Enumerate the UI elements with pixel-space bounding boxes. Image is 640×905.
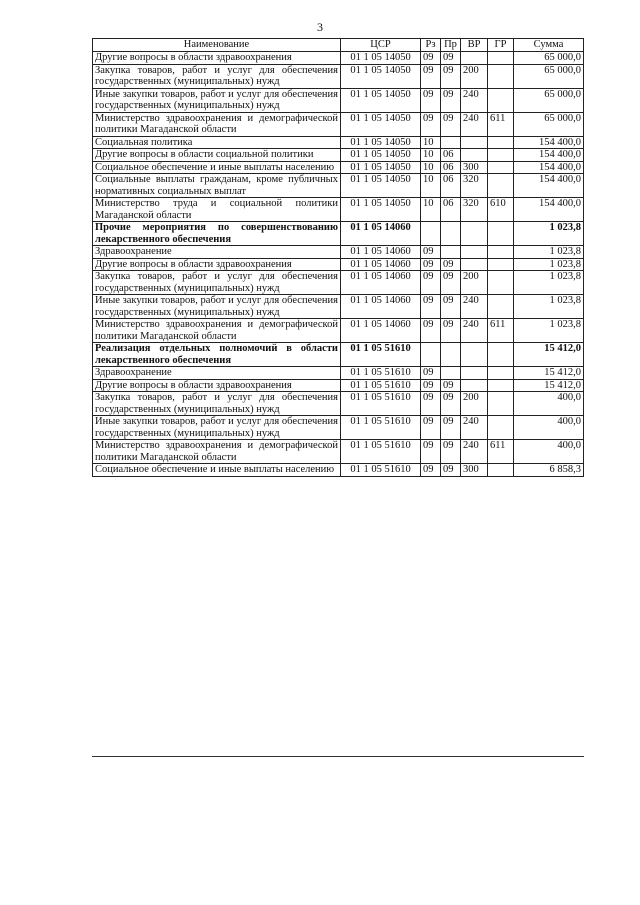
table-row bbox=[93, 379, 584, 392]
cell-name: Здравоохранение bbox=[93, 367, 341, 380]
table-row bbox=[93, 440, 584, 464]
cell-csr: 01 1 05 14050 bbox=[341, 112, 421, 136]
cell-rz: 10 bbox=[421, 136, 441, 149]
cell-csr: 01 1 05 14060 bbox=[341, 295, 421, 319]
cell-name: Министерство здравоохранения и демографической политики Магаданской области bbox=[93, 319, 341, 343]
cell-name: Другие вопросы в области здравоохранения bbox=[93, 379, 341, 392]
cell-sum: 15 412,0 bbox=[514, 367, 584, 380]
cell-rz: 10 bbox=[421, 198, 441, 222]
cell-sum: 154 400,0 bbox=[514, 136, 584, 149]
cell-rz: 09 bbox=[421, 440, 441, 464]
cell-pr: 09 bbox=[441, 392, 461, 416]
cell-vr bbox=[461, 246, 488, 259]
table-row bbox=[93, 343, 584, 367]
cell-gr: 611 bbox=[488, 319, 514, 343]
cell-csr: 01 1 05 51610 bbox=[341, 440, 421, 464]
cell-sum: 15 412,0 bbox=[514, 379, 584, 392]
cell-vr bbox=[461, 367, 488, 380]
cell-pr: 09 bbox=[441, 319, 461, 343]
cell-pr: 06 bbox=[441, 198, 461, 222]
cell-vr: 200 bbox=[461, 64, 488, 88]
cell-name: Министерство труда и социальной политики Магаданской области bbox=[93, 198, 341, 222]
cell-vr: 300 bbox=[461, 161, 488, 174]
cell-rz bbox=[421, 222, 441, 246]
cell-name: Министерство здравоохранения и демографической политики Магаданской области bbox=[93, 112, 341, 136]
cell-gr bbox=[488, 416, 514, 440]
cell-sum: 65 000,0 bbox=[514, 112, 584, 136]
cell-name: Закупка товаров, работ и услуг для обеспечения государственных (муниципальных) нужд bbox=[93, 392, 341, 416]
cell-csr: 01 1 05 14060 bbox=[341, 246, 421, 259]
cell-name: Закупка товаров, работ и услуг для обеспечения государственных (муниципальных) нужд bbox=[93, 64, 341, 88]
cell-gr bbox=[488, 367, 514, 380]
cell-csr: 01 1 05 14060 bbox=[341, 319, 421, 343]
table-row bbox=[93, 258, 584, 271]
table-row bbox=[93, 112, 584, 136]
cell-name: Другие вопросы в области здравоохранения bbox=[93, 258, 341, 271]
cell-gr bbox=[488, 149, 514, 162]
cell-csr: 01 1 05 51610 bbox=[341, 416, 421, 440]
cell-csr: 01 1 05 51610 bbox=[341, 464, 421, 477]
cell-rz: 09 bbox=[421, 295, 441, 319]
cell-csr: 01 1 05 14050 bbox=[341, 198, 421, 222]
cell-sum: 154 400,0 bbox=[514, 174, 584, 198]
cell-sum: 65 000,0 bbox=[514, 64, 584, 88]
cell-pr: 09 bbox=[441, 52, 461, 65]
cell-sum: 6 858,3 bbox=[514, 464, 584, 477]
header-rz: Рз bbox=[421, 39, 441, 52]
cell-gr bbox=[488, 464, 514, 477]
cell-gr bbox=[488, 161, 514, 174]
header-pr: Пр bbox=[441, 39, 461, 52]
cell-pr bbox=[441, 343, 461, 367]
table-row bbox=[93, 88, 584, 112]
cell-vr bbox=[461, 52, 488, 65]
cell-csr: 01 1 05 14060 bbox=[341, 222, 421, 246]
cell-rz bbox=[421, 343, 441, 367]
cell-rz: 10 bbox=[421, 161, 441, 174]
cell-pr: 06 bbox=[441, 149, 461, 162]
cell-rz: 09 bbox=[421, 319, 441, 343]
cell-sum: 154 400,0 bbox=[514, 161, 584, 174]
cell-rz: 09 bbox=[421, 464, 441, 477]
cell-name: Иные закупки товаров, работ и услуг для обеспечения государственных (муниципальных) нужд bbox=[93, 416, 341, 440]
cell-pr: 09 bbox=[441, 416, 461, 440]
cell-vr: 240 bbox=[461, 295, 488, 319]
cell-vr: 240 bbox=[461, 319, 488, 343]
cell-rz: 09 bbox=[421, 258, 441, 271]
cell-vr: 320 bbox=[461, 198, 488, 222]
cell-pr bbox=[441, 222, 461, 246]
cell-name: Другие вопросы в области социальной политики bbox=[93, 149, 341, 162]
table-row bbox=[93, 64, 584, 88]
cell-csr: 01 1 05 51610 bbox=[341, 367, 421, 380]
cell-sum: 154 400,0 bbox=[514, 198, 584, 222]
cell-pr: 09 bbox=[441, 88, 461, 112]
cell-name: Другие вопросы в области здравоохранения bbox=[93, 52, 341, 65]
cell-gr bbox=[488, 258, 514, 271]
cell-pr: 09 bbox=[441, 258, 461, 271]
cell-gr: 610 bbox=[488, 198, 514, 222]
cell-gr bbox=[488, 136, 514, 149]
header-vr: ВР bbox=[461, 39, 488, 52]
cell-vr bbox=[461, 136, 488, 149]
cell-vr bbox=[461, 343, 488, 367]
table-row bbox=[93, 271, 584, 295]
table-row bbox=[93, 52, 584, 65]
table-row bbox=[93, 136, 584, 149]
table-row bbox=[93, 174, 584, 198]
cell-name: Здравоохранение bbox=[93, 246, 341, 259]
cell-gr bbox=[488, 88, 514, 112]
cell-csr: 01 1 05 14060 bbox=[341, 258, 421, 271]
cell-gr bbox=[488, 222, 514, 246]
cell-rz: 09 bbox=[421, 379, 441, 392]
cell-vr bbox=[461, 379, 488, 392]
cell-rz: 09 bbox=[421, 112, 441, 136]
cell-name: Реализация отдельных полномочий в области лекарственного обеспечения bbox=[93, 343, 341, 367]
cell-csr: 01 1 05 51610 bbox=[341, 379, 421, 392]
cell-gr bbox=[488, 246, 514, 259]
cell-name: Иные закупки товаров, работ и услуг для обеспечения государственных (муниципальных) нужд bbox=[93, 295, 341, 319]
cell-pr: 09 bbox=[441, 271, 461, 295]
cell-vr: 240 bbox=[461, 440, 488, 464]
cell-csr: 01 1 05 14050 bbox=[341, 136, 421, 149]
cell-pr bbox=[441, 367, 461, 380]
cell-sum: 1 023,8 bbox=[514, 271, 584, 295]
cell-csr: 01 1 05 14060 bbox=[341, 271, 421, 295]
cell-pr: 09 bbox=[441, 464, 461, 477]
cell-pr: 09 bbox=[441, 112, 461, 136]
cell-pr: 09 bbox=[441, 295, 461, 319]
page-number: 3 bbox=[317, 20, 323, 34]
cell-vr bbox=[461, 258, 488, 271]
table-row bbox=[93, 416, 584, 440]
cell-sum: 400,0 bbox=[514, 392, 584, 416]
cell-pr bbox=[441, 246, 461, 259]
cell-rz: 09 bbox=[421, 271, 441, 295]
cell-sum: 1 023,8 bbox=[514, 319, 584, 343]
cell-vr: 300 bbox=[461, 464, 488, 477]
header-gr: ГР bbox=[488, 39, 514, 52]
cell-rz: 10 bbox=[421, 149, 441, 162]
cell-pr: 06 bbox=[441, 161, 461, 174]
cell-vr: 200 bbox=[461, 271, 488, 295]
cell-gr bbox=[488, 379, 514, 392]
cell-pr: 09 bbox=[441, 64, 461, 88]
cell-rz: 09 bbox=[421, 416, 441, 440]
header-row bbox=[93, 39, 584, 52]
table-row bbox=[93, 392, 584, 416]
cell-name: Социальные выплаты гражданам, кроме публичных нормативных социальных выплат bbox=[93, 174, 341, 198]
table-row bbox=[93, 319, 584, 343]
cell-sum: 400,0 bbox=[514, 440, 584, 464]
cell-rz: 09 bbox=[421, 64, 441, 88]
cell-vr: 240 bbox=[461, 88, 488, 112]
table-row bbox=[93, 367, 584, 380]
table-row bbox=[93, 246, 584, 259]
cell-vr bbox=[461, 222, 488, 246]
cell-sum: 400,0 bbox=[514, 416, 584, 440]
cell-gr bbox=[488, 343, 514, 367]
cell-gr: 611 bbox=[488, 440, 514, 464]
cell-pr: 06 bbox=[441, 174, 461, 198]
bottom-divider bbox=[92, 756, 584, 757]
cell-csr: 01 1 05 14050 bbox=[341, 52, 421, 65]
cell-name: Закупка товаров, работ и услуг для обеспечения государственных (муниципальных) нужд bbox=[93, 271, 341, 295]
header-sum: Сумма bbox=[514, 39, 584, 52]
cell-csr: 01 1 05 14050 bbox=[341, 149, 421, 162]
header-csr: ЦСР bbox=[341, 39, 421, 52]
cell-rz: 09 bbox=[421, 246, 441, 259]
cell-vr: 200 bbox=[461, 392, 488, 416]
cell-rz: 09 bbox=[421, 52, 441, 65]
cell-vr: 240 bbox=[461, 416, 488, 440]
table-row bbox=[93, 161, 584, 174]
cell-pr: 09 bbox=[441, 440, 461, 464]
cell-sum: 1 023,8 bbox=[514, 222, 584, 246]
table-row bbox=[93, 222, 584, 246]
cell-gr bbox=[488, 174, 514, 198]
cell-gr: 611 bbox=[488, 112, 514, 136]
cell-csr: 01 1 05 14050 bbox=[341, 161, 421, 174]
cell-vr bbox=[461, 149, 488, 162]
cell-sum: 65 000,0 bbox=[514, 52, 584, 65]
cell-name: Прочие мероприятия по совершенствованию лекарственного обеспечения bbox=[93, 222, 341, 246]
cell-gr bbox=[488, 295, 514, 319]
cell-rz: 09 bbox=[421, 392, 441, 416]
cell-gr bbox=[488, 271, 514, 295]
cell-gr bbox=[488, 64, 514, 88]
cell-csr: 01 1 05 51610 bbox=[341, 343, 421, 367]
cell-rz: 10 bbox=[421, 174, 441, 198]
cell-gr bbox=[488, 52, 514, 65]
cell-csr: 01 1 05 14050 bbox=[341, 174, 421, 198]
cell-rz: 09 bbox=[421, 88, 441, 112]
table-row bbox=[93, 295, 584, 319]
cell-name: Министерство здравоохранения и демографической политики Магаданской области bbox=[93, 440, 341, 464]
cell-name: Социальное обеспечение и иные выплаты населению bbox=[93, 161, 341, 174]
cell-csr: 01 1 05 14050 bbox=[341, 64, 421, 88]
cell-gr bbox=[488, 392, 514, 416]
cell-csr: 01 1 05 51610 bbox=[341, 392, 421, 416]
cell-pr bbox=[441, 136, 461, 149]
cell-sum: 1 023,8 bbox=[514, 246, 584, 259]
table-row bbox=[93, 464, 584, 477]
cell-pr: 09 bbox=[441, 379, 461, 392]
cell-sum: 1 023,8 bbox=[514, 258, 584, 271]
table-row bbox=[93, 198, 584, 222]
table-row bbox=[93, 149, 584, 162]
cell-name: Социальное обеспечение и иные выплаты населению bbox=[93, 464, 341, 477]
cell-sum: 15 412,0 bbox=[514, 343, 584, 367]
cell-rz: 09 bbox=[421, 367, 441, 380]
cell-name: Иные закупки товаров, работ и услуг для обеспечения государственных (муниципальных) нужд bbox=[93, 88, 341, 112]
header-name: Наименование bbox=[93, 39, 341, 52]
cell-sum: 65 000,0 bbox=[514, 88, 584, 112]
cell-vr: 240 bbox=[461, 112, 488, 136]
cell-name: Социальная политика bbox=[93, 136, 341, 149]
cell-sum: 1 023,8 bbox=[514, 295, 584, 319]
budget-table bbox=[92, 38, 584, 477]
cell-csr: 01 1 05 14050 bbox=[341, 88, 421, 112]
cell-vr: 320 bbox=[461, 174, 488, 198]
cell-sum: 154 400,0 bbox=[514, 149, 584, 162]
